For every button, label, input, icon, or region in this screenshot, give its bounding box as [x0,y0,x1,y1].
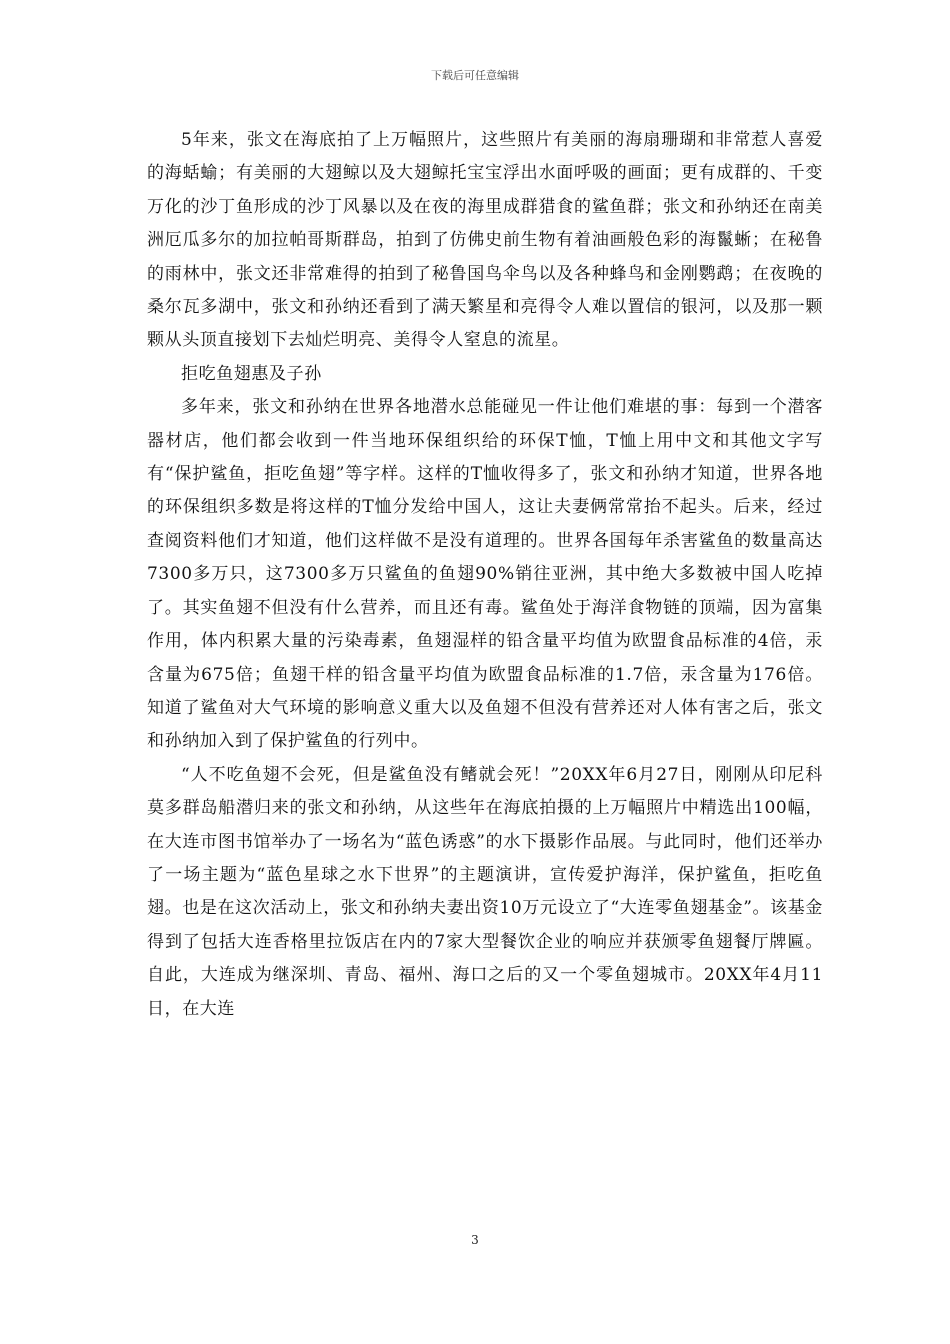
document-body [147,124,823,1026]
section-heading: 拒吃鱼翅惠及子孙 [181,363,322,384]
page-header: 下载后可任意编辑 [431,69,519,82]
paragraph-exhibition: “人不吃鱼翅不会死，但是鲨鱼没有鳍就会死！”20XX年6月27日，刚刚从印尼科莫多群岛船潜归来的张文和孙纳，从这些年在海底拍摄的上万幅照片中精选出100幅，在大连市图书馆举办了一场名为“蓝色诱惑”的水下摄影作品展。与此同时，他们还举办了一场主题为“蓝色星球之水下世界”的主题演讲，宣传爱护海洋，保护鲨鱼，拒吃鱼翅。也是在这次活动上，张文和孙纳夫妻出资10万元设立了“大连零鱼翅基金”。该基金得到了包括大连香格里拉饭店在内的7家大型餐饮企业的响应并获颁零鱼翅餐厅牌匾。自此，大连成为继深圳、青岛、福州、海口之后的又一个零鱼翅城市。20XX年4月11日，在大连 [147,764,823,1019]
page-number: 3 [471,1233,479,1247]
paragraph-photos: 5年来，张文在海底拍了上万幅照片，这些照片有美丽的海扇珊瑚和非常惹人喜爱的海蛞蝓；有美丽的大翅鲸以及大翅鲸托宝宝浮出水面呼吸的画面；更有成群的、千变万化的沙丁鱼形成的沙丁风暴以及在夜的海里成群猎食的鲨鱼群；张文和孙纳还在南美洲厄瓜多尔的加拉帕哥斯群岛，拍到了仿佛史前生物有着油画般色彩的海鬣蜥；在秘鲁的雨林中，张文还非常难得的拍到了秘鲁国鸟伞鸟以及各种蜂鸟和金刚鹦鹉；在夜晚的桑尔瓦多湖中，张文和孙纳还看到了满天繁星和亮得令人难以置信的银河，以及那一颗颗从头顶直接划下去灿烂明亮、美得令人窒息的流星。 [147,130,823,351]
paragraph-shark-fin: 多年来，张文和孙纳在世界各地潜水总能碰见一件让他们难堪的事：每到一个潜客器材店，他们都会收到一件当地环保组织给的环保T恤，T恤上用中文和其他文字写有“保护鲨鱼，拒吃鱼翅”等字样。这样的T恤收得多了，张文和孙纳才知道，世界各地的环保组织多数是将这样的T恤分发给中国人，这让夫妻俩常常抬不起头。后来，经过查阅资料他们才知道，他们这样做不是没有道理的。世界各国每年杀害鲨鱼的数量高达7300多万只，这7300多万只鲨鱼的鱼翅90%销往亚洲，其中绝大多数被中国人吃掉了。其实鱼翅不但没有什么营养，而且还有毒。鲨鱼处于海洋食物链的顶端，因为富集作用，体内积累大量的污染毒素，鱼翅湿样的铅含量平均值为欧盟食品标准的4倍，汞含量为675倍；鱼翅干样的铅含量平均值为欧盟食品标准的1.7倍，汞含量为176倍。知道了鲨鱼对大气环境的影响意义重大以及鱼翅不但没有营养还对人体有害之后，张文和孙纳加入到了保护鲨鱼的行列中。 [147,397,823,752]
